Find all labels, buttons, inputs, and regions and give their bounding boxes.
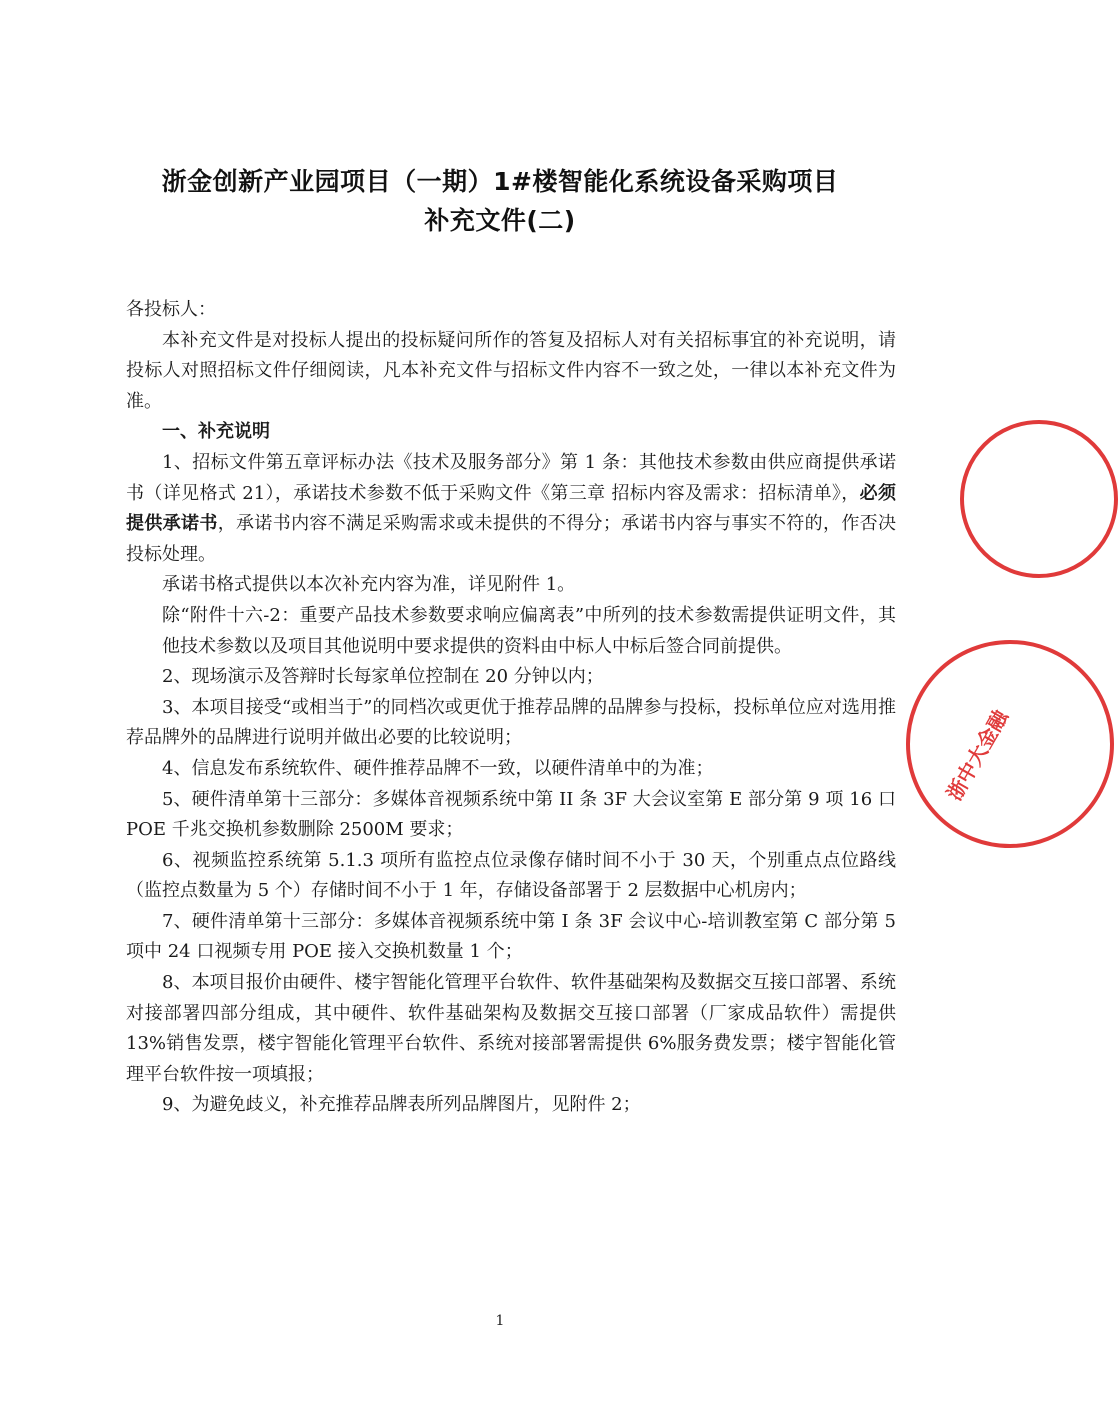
seal-text: 浙中大金融 — [941, 705, 1013, 805]
page-number: 1 — [495, 1313, 505, 1329]
item-1-emphasis: 必须提供承诺书 — [126, 482, 897, 535]
document-body — [126, 295, 896, 1121]
official-seal-fragment-upper — [960, 420, 1118, 578]
item-3: 3、本项目接受“或相当于”的同档次或更优于推荐品牌的品牌参与投标，投标单位应对选用推荐品牌外的品牌进行说明并做出必要的比较说明； — [126, 696, 896, 749]
item-5: 5、硬件清单第十三部分：多媒体音视频系统中第 II 条 3F 大会议室第 E 部分第 9 项 16 口 POE 千兆交换机参数删除 2500M 要求； — [126, 788, 896, 841]
item-1 — [126, 448, 896, 570]
document-title: 浙金创新产业园项目（一期）1#楼智能化系统设备采购项目 — [161, 167, 839, 196]
item-2: 2、现场演示及答辩时长每家单位控制在 20 分钟以内； — [162, 666, 604, 688]
item-1-text-a: 1、招标文件第五章评标办法《技术及服务部分》第 1 条：其他技术参数由供应商提供承诺书（详见格式 21），承诺技术参数不低于采购文件《第三章 招标内容及需求：招标清单》， — [126, 451, 896, 504]
item-1-exception — [126, 601, 896, 662]
document-subtitle: 补充文件(二) — [424, 206, 576, 235]
item-1-format: 承诺书格式提供以本次补充内容为准，详见附件 1。 — [162, 574, 576, 596]
item-9: 9、为避免歧义，补充推荐品牌表所列品牌图片，见附件 2； — [162, 1094, 641, 1116]
item-7: 7、硬件清单第十三部分：多媒体音视频系统中第 I 条 3F 会议中心-培训教室第 C 部分第 5 项中 24 口视频专用 POE 接入交换机数量 1 个； — [126, 910, 896, 963]
official-seal-fragment-lower — [906, 640, 1114, 848]
intro-paragraph: 本补充文件是对投标人提出的投标疑问所作的答复及招标人对有关招标事宜的补充说明，请投标人对照招标文件仔细阅读，凡本补充文件与招标文件内容不一致之处，一律以本补充文件为准。 — [126, 329, 896, 412]
salutation: 各投标人： — [126, 299, 216, 320]
item-1-text-b: ，承诺书内容不满足采购需求或未提供的不得分；承诺书内容与事实不符的，作否决投标处理。 — [126, 513, 897, 565]
section-heading: 一、补充说明 — [162, 421, 270, 443]
item-8: 8、本项目报价由硬件、楼宇智能化管理平台软件、软件基础架构及数据交互接口部署、系统对接部署四部分组成，其中硬件、软件基础架构及数据交互接口部署（厂家成品软件）需提供 13%销售发票，楼宇智能化管理平台软件、系统对接部署需提供 6%服务费发票；楼宇智能化管理平台软件按一项填报； — [126, 972, 896, 1085]
item-1-exception-text: 除“附件十六-2：重要产品技术参数要求响应偏离表”中所列的技术参数需提供证明文件，其他技术参数以及项目其他说明中要求提供的资料由中标人中标后签合同前提供。 — [162, 604, 896, 657]
item-6: 6、视频监控系统第 5.1.3 项所有监控点位录像存储时间不小于 30 天，个别重点点位路线（监控点数量为 5 个）存储时间不小于 1 年，存储设备部署于 2 层数据中心机房内； — [126, 849, 896, 902]
item-4: 4、信息发布系统软件、硬件推荐品牌不一致，以硬件清单中的为准； — [162, 757, 714, 779]
